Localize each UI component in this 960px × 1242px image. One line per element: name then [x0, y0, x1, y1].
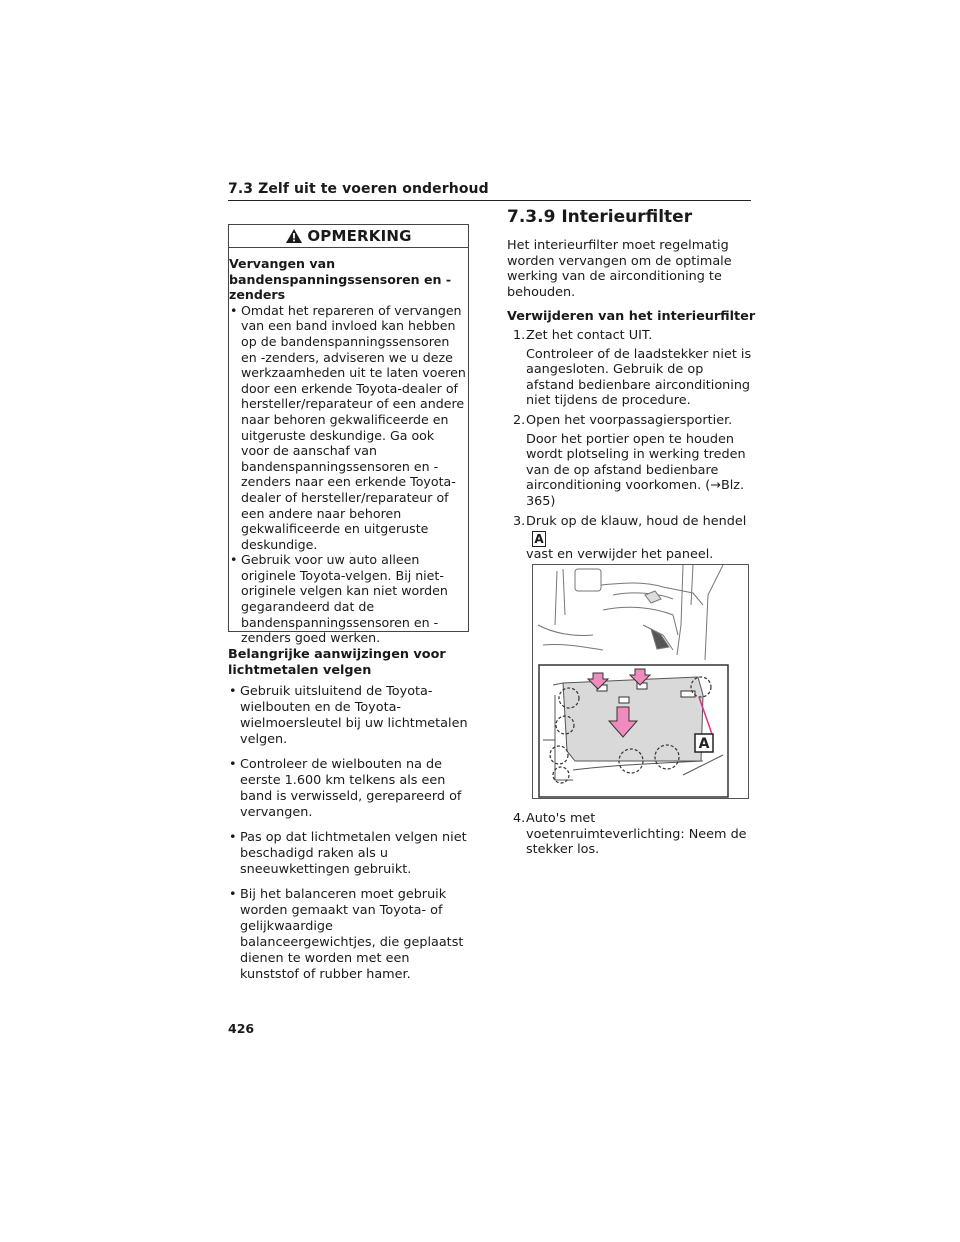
notice-body: [229, 248, 468, 646]
step-text: Zet het contact UIT.: [526, 328, 653, 343]
glovebox-panel-illustration: [532, 564, 749, 799]
list-item: • Pas op dat lichtmetalen velgen niet beschadigd raken als u sneeuwkettingen gebruikt.: [228, 830, 468, 878]
section-header: [228, 178, 751, 201]
list-item: • Controleer de wielbouten na de eerste 1.600 km telkens als een band is verwisseld, gerepareerd of vervangen.: [228, 757, 468, 821]
section-title: 7.3 Zelf uit te voeren onderhoud: [228, 181, 489, 197]
alloy-wheels-heading: Belangrijke aanwijzingen voor lichtmetalen velgen: [228, 647, 446, 678]
illustration-svg: [533, 565, 748, 798]
notice-bullet: • Gebruik voor uw auto alleen originele Toyota-velgen. Bij niet-originele velgen kan niet worden gegarandeerd dat de bandenspanningssensoren en -zenders goed werken.: [229, 552, 466, 646]
step-subtext: Door het portier open te houden wordt plotseling in werking treden van de op afstand bedienbare airconditioning voorkomen. (→Blz. 365): [526, 431, 746, 509]
step-text-part: Druk op de klauw, houd de hendel: [526, 514, 747, 529]
notice-heading: Vervangen van bandenspanningssensoren en -zenders: [229, 256, 452, 303]
figure-label-a: A: [698, 736, 710, 752]
step-number: 4.: [513, 811, 526, 826]
step-subtext: Controleer of de laadstekker niet is aangesloten. Gebruik de op afstand bedienbare airconditioning niet tijdens de procedure.: [526, 346, 752, 409]
step-2: [507, 413, 752, 510]
step-text: Open het voorpassagiersportier.: [526, 413, 733, 428]
step-text: Auto's met voetenruimteverlichting: Neem de stekker los.: [526, 811, 747, 858]
list-item: • Gebruik uitsluitend de Toyota-wielbouten en de Toyota-wielmoersleutel bij uw lichtmetalen velgen.: [228, 684, 468, 748]
callout-letter-a: A: [532, 531, 546, 547]
step-text: [526, 514, 752, 562]
step-text-part: vast en verwijder het paneel.: [526, 546, 714, 562]
cabin-filter-title: 7.3.9 Interieurfilter: [507, 207, 693, 227]
procedure-title: Verwijderen van het interieurfilter: [507, 309, 756, 324]
step-1: [507, 328, 752, 409]
step-number: 1.: [513, 328, 526, 343]
page-number: 426: [228, 1021, 255, 1036]
intro-paragraph: Het interieurfilter moet regelmatig worden vervangen om de optimale werking van de airconditioning te behouden.: [507, 238, 732, 300]
step-4: [507, 811, 752, 858]
notice-bullets: [229, 303, 466, 646]
notice-box: [228, 224, 469, 646]
step-number: 2.: [513, 413, 526, 428]
alloy-wheels-list: [228, 684, 468, 992]
step-3: [507, 514, 752, 562]
notice-bullet: • Omdat het repareren of vervangen van een band invloed kan hebben op de bandenspanningssensoren en -zenders, adviseren we u deze werkzaamheden uit te laten voeren door een erkende Toyota-dealer of hersteller/reparateur of een andere naar behoren gekwalificeerde en uitgeruste deskundige. Ga ook voor de aanschaf van bandenspanningssensoren en -zenders naar een erkende Toyota-dealer of hersteller/reparateur of een andere naar behoren gekwalificeerde en uitgeruste deskundige.: [229, 303, 466, 553]
step-number: 3.: [513, 514, 526, 529]
notice-title: OPMERKING: [307, 227, 412, 245]
notice-title-bar: [229, 225, 468, 248]
list-item: • Bij het balanceren moet gebruik worden gemaakt van Toyota- of gelijkwaardige balanceergewichtjes, die geplaatst dienen te worden met een kunststof of rubber hamer.: [228, 887, 468, 983]
warning-icon: [285, 228, 303, 244]
